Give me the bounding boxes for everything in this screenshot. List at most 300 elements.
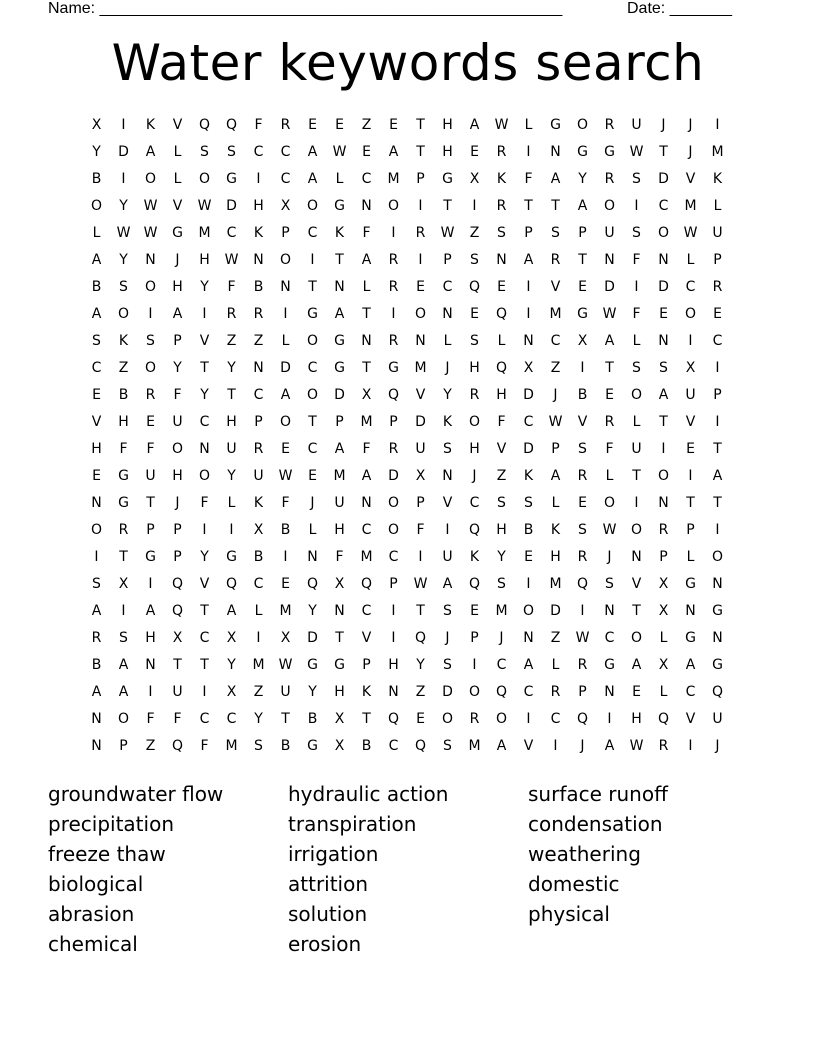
grid-letter[interactable]: R [577, 468, 588, 484]
grid-letter[interactable]: Z [415, 684, 426, 700]
grid-letter[interactable]: Z [361, 117, 372, 133]
grid-letter[interactable]: Q [495, 306, 508, 322]
grid-letter[interactable]: K [469, 549, 480, 565]
grid-letter[interactable]: E [389, 117, 398, 133]
grid-letter[interactable]: Q [306, 576, 319, 592]
grid-letter[interactable]: X [334, 576, 345, 592]
grid-letter[interactable]: A [523, 657, 534, 673]
grid-letter[interactable]: B [91, 657, 102, 673]
grid-letter[interactable]: W [413, 576, 428, 592]
grid-letter[interactable]: C [685, 684, 696, 700]
grid-letter[interactable]: D [226, 198, 237, 214]
grid-letter[interactable]: D [280, 360, 291, 376]
grid-letter[interactable]: W [602, 306, 617, 322]
grid-letter[interactable]: O [306, 333, 319, 349]
grid-letter[interactable]: V [415, 387, 426, 403]
grid-letter[interactable]: L [551, 657, 560, 673]
grid-letter[interactable]: Z [145, 738, 156, 754]
grid-letter[interactable]: I [526, 711, 531, 727]
grid-letter[interactable]: W [575, 630, 590, 646]
grid-letter[interactable]: E [281, 576, 290, 592]
grid-letter[interactable]: V [199, 576, 210, 592]
grid-letter[interactable]: I [391, 306, 396, 322]
grid-letter[interactable]: X [253, 522, 264, 538]
grid-letter[interactable]: L [524, 117, 533, 133]
grid-letter[interactable]: E [92, 468, 101, 484]
grid-letter[interactable]: S [632, 225, 641, 241]
grid-letter[interactable]: Q [171, 576, 184, 592]
grid-letter[interactable]: N [604, 252, 615, 268]
grid-letter[interactable]: S [497, 225, 506, 241]
grid-letter[interactable]: E [362, 144, 371, 160]
grid-letter[interactable]: F [632, 306, 641, 322]
grid-letter[interactable]: O [657, 225, 670, 241]
grid-letter[interactable]: D [523, 441, 534, 457]
grid-letter[interactable]: W [440, 225, 455, 241]
grid-letter[interactable]: T [119, 549, 128, 565]
grid-letter[interactable]: Y [173, 360, 182, 376]
grid-letter[interactable]: L [605, 468, 614, 484]
grid-letter[interactable]: U [415, 441, 426, 457]
grid-letter[interactable]: M [279, 603, 292, 619]
grid-letter[interactable]: G [172, 225, 183, 241]
grid-letter[interactable]: V [685, 414, 696, 430]
grid-letter[interactable]: D [658, 279, 669, 295]
grid-letter[interactable]: T [173, 657, 182, 673]
grid-letter[interactable]: Q [387, 387, 400, 403]
grid-letter[interactable]: E [308, 468, 317, 484]
grid-letter[interactable]: R [280, 117, 291, 133]
grid-letter[interactable]: B [577, 387, 588, 403]
grid-letter[interactable]: J [445, 630, 450, 646]
grid-letter[interactable]: J [688, 117, 693, 133]
grid-letter[interactable]: N [145, 657, 156, 673]
grid-letter[interactable]: R [496, 144, 507, 160]
date-field-label[interactable]: Date: _______ [627, 0, 732, 17]
grid-letter[interactable]: L [632, 333, 641, 349]
grid-letter[interactable]: Q [171, 738, 184, 754]
grid-letter[interactable]: O [387, 198, 400, 214]
grid-letter[interactable]: N [442, 306, 453, 322]
grid-letter[interactable]: O [630, 387, 643, 403]
grid-letter[interactable]: R [253, 306, 264, 322]
grid-letter[interactable]: A [307, 171, 318, 187]
grid-letter[interactable]: Y [92, 144, 101, 160]
grid-letter[interactable]: F [605, 441, 614, 457]
grid-letter[interactable]: G [118, 495, 129, 511]
grid-letter[interactable]: B [253, 549, 264, 565]
grid-letter[interactable]: M [711, 144, 724, 160]
grid-letter[interactable]: I [148, 684, 153, 700]
grid-letter[interactable]: C [361, 522, 372, 538]
grid-letter[interactable]: C [253, 576, 264, 592]
grid-letter[interactable]: N [361, 495, 372, 511]
grid-letter[interactable]: A [658, 387, 669, 403]
grid-letter[interactable]: A [145, 144, 156, 160]
grid-letter[interactable]: S [659, 360, 668, 376]
grid-letter[interactable]: A [712, 468, 723, 484]
grid-letter[interactable]: O [630, 630, 643, 646]
grid-letter[interactable]: L [443, 333, 452, 349]
grid-letter[interactable]: P [659, 549, 668, 565]
grid-letter[interactable]: U [145, 468, 156, 484]
grid-letter[interactable]: I [580, 360, 585, 376]
grid-letter[interactable]: I [634, 198, 639, 214]
grid-letter[interactable]: P [335, 414, 344, 430]
grid-letter[interactable]: F [281, 495, 290, 511]
grid-letter[interactable]: E [713, 306, 722, 322]
grid-letter[interactable]: I [418, 252, 423, 268]
grid-letter[interactable]: I [715, 414, 720, 430]
grid-letter[interactable]: K [496, 171, 507, 187]
grid-letter[interactable]: Q [576, 711, 589, 727]
grid-letter[interactable]: L [659, 684, 668, 700]
grid-letter[interactable]: C [199, 630, 210, 646]
grid-letter[interactable]: J [310, 495, 315, 511]
grid-letter[interactable]: R [388, 252, 399, 268]
grid-letter[interactable]: G [712, 657, 723, 673]
grid-letter[interactable]: T [659, 414, 668, 430]
grid-letter[interactable]: Y [578, 171, 587, 187]
grid-letter[interactable]: N [307, 549, 318, 565]
grid-letter[interactable]: T [713, 441, 722, 457]
grid-letter[interactable]: Q [414, 738, 427, 754]
grid-letter[interactable]: E [308, 117, 317, 133]
grid-letter[interactable]: N [523, 630, 534, 646]
grid-letter[interactable]: T [524, 198, 533, 214]
grid-letter[interactable]: C [361, 171, 372, 187]
grid-letter[interactable]: V [199, 333, 210, 349]
grid-letter[interactable]: T [308, 414, 317, 430]
grid-letter[interactable]: W [143, 198, 158, 214]
grid-letter[interactable]: I [391, 603, 396, 619]
grid-letter[interactable]: K [253, 225, 264, 241]
grid-letter[interactable]: Y [200, 279, 209, 295]
grid-letter[interactable]: H [469, 441, 480, 457]
grid-letter[interactable]: H [172, 279, 183, 295]
grid-letter[interactable]: H [226, 414, 237, 430]
grid-letter[interactable]: U [226, 441, 237, 457]
grid-letter[interactable]: Q [495, 360, 508, 376]
grid-letter[interactable]: Y [119, 198, 128, 214]
grid-letter[interactable]: W [116, 225, 131, 241]
grid-letter[interactable]: I [553, 738, 558, 754]
grid-letter[interactable]: J [580, 738, 585, 754]
grid-letter[interactable]: M [414, 360, 427, 376]
grid-letter[interactable]: A [91, 603, 102, 619]
grid-letter[interactable]: F [416, 522, 425, 538]
grid-letter[interactable]: H [334, 522, 345, 538]
grid-letter[interactable]: A [550, 468, 561, 484]
grid-letter[interactable]: P [281, 225, 290, 241]
grid-letter[interactable]: T [578, 252, 587, 268]
grid-letter[interactable]: I [526, 576, 531, 592]
grid-letter[interactable]: H [469, 360, 480, 376]
grid-letter[interactable]: B [280, 738, 291, 754]
grid-letter[interactable]: O [522, 603, 535, 619]
grid-letter[interactable]: W [494, 117, 509, 133]
grid-letter[interactable]: K [334, 225, 345, 241]
grid-letter[interactable]: O [576, 117, 589, 133]
grid-letter[interactable]: O [387, 522, 400, 538]
grid-letter[interactable]: U [712, 225, 723, 241]
grid-letter[interactable]: B [91, 279, 102, 295]
grid-letter[interactable]: K [523, 468, 534, 484]
grid-letter[interactable]: C [307, 360, 318, 376]
grid-letter[interactable]: G [604, 657, 615, 673]
grid-letter[interactable]: S [497, 495, 506, 511]
grid-letter[interactable]: N [658, 252, 669, 268]
grid-letter[interactable]: R [604, 117, 615, 133]
grid-letter[interactable]: A [550, 171, 561, 187]
grid-letter[interactable]: B [253, 279, 264, 295]
grid-letter[interactable]: E [416, 711, 425, 727]
grid-letter[interactable]: K [442, 414, 453, 430]
grid-letter[interactable]: W [683, 225, 698, 241]
grid-letter[interactable]: N [253, 252, 264, 268]
grid-letter[interactable]: T [200, 657, 209, 673]
grid-letter[interactable]: I [202, 522, 207, 538]
grid-letter[interactable]: O [117, 711, 130, 727]
grid-letter[interactable]: C [469, 495, 480, 511]
grid-letter[interactable]: U [334, 495, 345, 511]
grid-letter[interactable]: H [199, 252, 210, 268]
grid-letter[interactable]: L [362, 279, 371, 295]
grid-letter[interactable]: G [712, 603, 723, 619]
grid-letter[interactable]: I [715, 117, 720, 133]
grid-letter[interactable]: F [173, 387, 182, 403]
grid-letter[interactable]: I [688, 333, 693, 349]
grid-letter[interactable]: I [580, 603, 585, 619]
grid-letter[interactable]: K [550, 522, 561, 538]
grid-letter[interactable]: I [445, 522, 450, 538]
grid-letter[interactable]: C [496, 657, 507, 673]
grid-letter[interactable]: N [199, 441, 210, 457]
grid-letter[interactable]: S [254, 738, 263, 754]
grid-letter[interactable]: F [227, 279, 236, 295]
grid-letter[interactable]: X [91, 117, 102, 133]
grid-letter[interactable]: S [92, 333, 101, 349]
grid-letter[interactable]: D [388, 468, 399, 484]
grid-letter[interactable]: H [442, 144, 453, 160]
grid-letter[interactable]: G [442, 171, 453, 187]
grid-letter[interactable]: P [254, 414, 263, 430]
grid-letter[interactable]: N [631, 549, 642, 565]
grid-letter[interactable]: P [578, 684, 587, 700]
grid-letter[interactable]: T [632, 468, 641, 484]
grid-letter[interactable]: A [334, 306, 345, 322]
grid-letter[interactable]: Q [360, 576, 373, 592]
grid-letter[interactable]: S [227, 144, 236, 160]
grid-letter[interactable]: S [146, 333, 155, 349]
grid-letter[interactable]: F [119, 441, 128, 457]
grid-letter[interactable]: E [92, 387, 101, 403]
grid-letter[interactable]: F [632, 252, 641, 268]
grid-letter[interactable]: T [335, 252, 344, 268]
grid-letter[interactable]: Z [496, 468, 507, 484]
grid-letter[interactable]: V [631, 576, 642, 592]
grid-letter[interactable]: G [388, 360, 399, 376]
grid-letter[interactable]: A [280, 387, 291, 403]
grid-letter[interactable]: V [361, 630, 372, 646]
grid-letter[interactable]: G [307, 657, 318, 673]
grid-letter[interactable]: N [334, 279, 345, 295]
grid-letter[interactable]: T [416, 117, 425, 133]
grid-letter[interactable]: C [550, 711, 561, 727]
grid-letter[interactable]: S [443, 657, 452, 673]
grid-letter[interactable]: E [335, 117, 344, 133]
grid-letter[interactable]: I [472, 657, 477, 673]
grid-letter[interactable]: U [631, 441, 642, 457]
grid-letter[interactable]: V [523, 738, 534, 754]
grid-letter[interactable]: O [279, 252, 292, 268]
grid-letter[interactable]: W [224, 252, 239, 268]
grid-letter[interactable]: J [715, 738, 720, 754]
grid-letter[interactable]: N [91, 495, 102, 511]
grid-letter[interactable]: G [226, 549, 237, 565]
grid-letter[interactable]: A [361, 252, 372, 268]
grid-letter[interactable]: D [118, 144, 129, 160]
grid-letter[interactable]: R [226, 306, 237, 322]
grid-letter[interactable]: K [361, 684, 372, 700]
grid-letter[interactable]: D [604, 279, 615, 295]
grid-letter[interactable]: H [118, 414, 129, 430]
grid-letter[interactable]: O [630, 522, 643, 538]
grid-letter[interactable]: Y [200, 549, 209, 565]
grid-letter[interactable]: B [523, 522, 534, 538]
grid-letter[interactable]: A [631, 657, 642, 673]
grid-letter[interactable]: X [469, 171, 480, 187]
grid-letter[interactable]: P [173, 333, 182, 349]
grid-letter[interactable]: X [658, 603, 669, 619]
grid-letter[interactable]: O [117, 306, 130, 322]
grid-letter[interactable]: F [146, 711, 155, 727]
grid-letter[interactable]: D [523, 387, 534, 403]
grid-letter[interactable]: H [253, 198, 264, 214]
grid-letter[interactable]: I [526, 306, 531, 322]
grid-letter[interactable]: I [121, 117, 126, 133]
grid-letter[interactable]: N [91, 738, 102, 754]
grid-letter[interactable]: D [334, 387, 345, 403]
grid-letter[interactable]: N [145, 252, 156, 268]
grid-letter[interactable]: M [360, 414, 373, 430]
grid-letter[interactable]: X [658, 576, 669, 592]
grid-letter[interactable]: P [389, 414, 398, 430]
grid-letter[interactable]: N [712, 630, 723, 646]
grid-letter[interactable]: B [307, 711, 318, 727]
grid-letter[interactable]: G [334, 333, 345, 349]
grid-letter[interactable]: S [470, 333, 479, 349]
grid-letter[interactable]: R [469, 711, 480, 727]
grid-letter[interactable]: C [253, 387, 264, 403]
grid-letter[interactable]: E [632, 684, 641, 700]
grid-letter[interactable]: L [632, 414, 641, 430]
grid-letter[interactable]: L [659, 630, 668, 646]
grid-letter[interactable]: O [144, 279, 157, 295]
grid-letter[interactable]: P [416, 171, 425, 187]
grid-letter[interactable]: C [361, 603, 372, 619]
grid-letter[interactable]: Q [495, 684, 508, 700]
grid-letter[interactable]: E [686, 441, 695, 457]
grid-letter[interactable]: K [118, 333, 129, 349]
grid-letter[interactable]: A [307, 144, 318, 160]
grid-letter[interactable]: I [688, 738, 693, 754]
grid-letter[interactable]: C [523, 684, 534, 700]
grid-letter[interactable]: O [441, 711, 454, 727]
grid-letter[interactable]: A [523, 252, 534, 268]
grid-letter[interactable]: A [685, 657, 696, 673]
grid-letter[interactable]: I [634, 279, 639, 295]
grid-letter[interactable]: R [145, 387, 156, 403]
grid-letter[interactable]: P [713, 387, 722, 403]
grid-letter[interactable]: R [658, 738, 669, 754]
grid-letter[interactable]: B [118, 387, 129, 403]
grid-letter[interactable]: I [715, 522, 720, 538]
grid-letter[interactable]: R [469, 387, 480, 403]
grid-letter[interactable]: C [685, 279, 696, 295]
grid-letter[interactable]: Y [227, 360, 236, 376]
grid-letter[interactable]: C [199, 414, 210, 430]
grid-letter[interactable]: I [94, 549, 99, 565]
grid-letter[interactable]: X [118, 576, 129, 592]
grid-letter[interactable]: Q [711, 684, 724, 700]
grid-letter[interactable]: T [686, 495, 695, 511]
grid-letter[interactable]: Y [227, 468, 236, 484]
grid-letter[interactable]: F [362, 441, 371, 457]
grid-letter[interactable]: A [91, 306, 102, 322]
grid-letter[interactable]: I [121, 603, 126, 619]
grid-letter[interactable]: G [226, 171, 237, 187]
grid-letter[interactable]: G [604, 144, 615, 160]
grid-letter[interactable]: V [172, 198, 183, 214]
grid-letter[interactable]: S [470, 252, 479, 268]
grid-letter[interactable]: Q [387, 711, 400, 727]
grid-letter[interactable]: N [604, 684, 615, 700]
grid-letter[interactable]: N [361, 198, 372, 214]
grid-letter[interactable]: E [578, 495, 587, 511]
grid-letter[interactable]: G [334, 198, 345, 214]
grid-letter[interactable]: S [92, 576, 101, 592]
grid-letter[interactable]: X [334, 711, 345, 727]
grid-letter[interactable]: U [172, 414, 183, 430]
grid-letter[interactable]: S [200, 144, 209, 160]
grid-letter[interactable]: P [686, 522, 695, 538]
grid-letter[interactable]: F [335, 549, 344, 565]
grid-letter[interactable]: Q [414, 630, 427, 646]
grid-letter[interactable]: C [280, 144, 291, 160]
grid-letter[interactable]: M [333, 468, 346, 484]
grid-letter[interactable]: C [253, 144, 264, 160]
grid-letter[interactable]: P [578, 225, 587, 241]
grid-letter[interactable]: V [442, 495, 453, 511]
grid-letter[interactable]: O [306, 387, 319, 403]
grid-letter[interactable]: T [362, 711, 371, 727]
grid-letter[interactable]: S [578, 441, 587, 457]
grid-letter[interactable]: T [146, 495, 155, 511]
grid-letter[interactable]: Q [468, 522, 481, 538]
grid-letter[interactable]: O [468, 414, 481, 430]
grid-letter[interactable]: G [145, 549, 156, 565]
grid-letter[interactable]: P [119, 738, 128, 754]
grid-letter[interactable]: J [472, 468, 477, 484]
grid-letter[interactable]: A [91, 684, 102, 700]
grid-letter[interactable]: X [172, 630, 183, 646]
grid-letter[interactable]: F [200, 495, 209, 511]
grid-letter[interactable]: T [605, 360, 614, 376]
grid-letter[interactable]: V [91, 414, 102, 430]
grid-letter[interactable]: L [497, 333, 506, 349]
grid-letter[interactable]: O [495, 711, 508, 727]
